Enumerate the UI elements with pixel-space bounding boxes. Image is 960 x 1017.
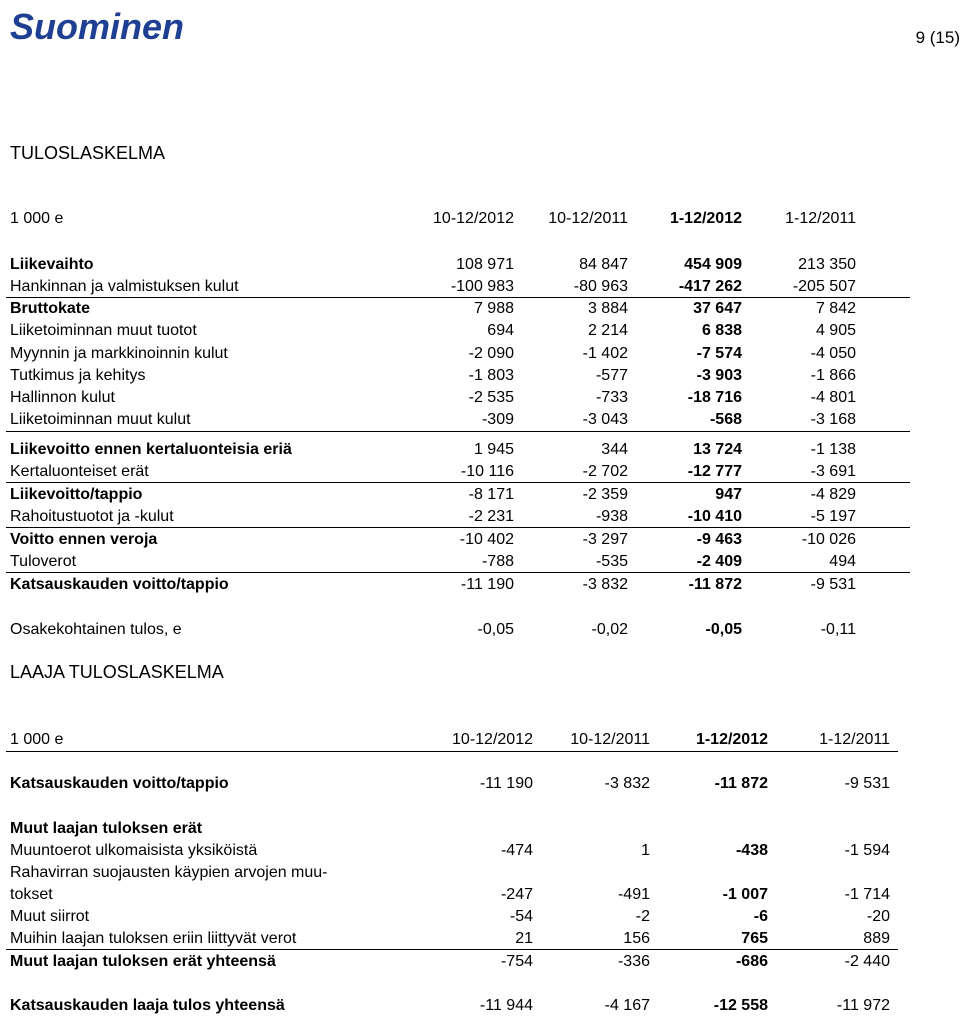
cell: -8 171	[468, 486, 514, 503]
cell: -11 190	[479, 775, 533, 792]
cell: -10 026	[801, 531, 856, 548]
page-number: 9 (15)	[915, 28, 960, 47]
row-label: Muut laajan tuloksen erät yhteensä	[10, 953, 276, 970]
row-label: Muihin laajan tuloksen eriin liittyvät verot	[10, 930, 297, 947]
cell: -9 531	[844, 775, 890, 792]
cell: -247	[500, 886, 533, 903]
column-header: 10-12/2011	[570, 731, 650, 748]
cell: -4 829	[810, 486, 856, 503]
cell: -1 803	[468, 367, 514, 384]
row-label: Hallinnon kulut	[10, 389, 115, 406]
table-row	[0, 906, 900, 928]
row-label: Tutkimus ja kehitys	[10, 367, 146, 384]
cell: -438	[735, 842, 768, 859]
cell: 4 905	[815, 322, 856, 339]
row-label: Kertaluonteiset erät	[10, 463, 149, 480]
cell: 213 350	[798, 256, 856, 273]
row-label: tokset	[10, 886, 53, 903]
cell: -11 872	[688, 576, 742, 593]
table-row	[0, 574, 910, 596]
cell: -4 167	[604, 997, 650, 1014]
column-header: 10-12/2012	[433, 210, 514, 227]
cell: -5 197	[810, 508, 856, 525]
table-row	[0, 619, 910, 641]
cell: -205 507	[792, 278, 856, 295]
column-header: 1-12/2011	[785, 210, 856, 227]
cell: -1 866	[810, 367, 856, 384]
cell: 1	[641, 842, 650, 859]
table-row	[0, 439, 910, 461]
cell: 2 214	[587, 322, 628, 339]
table-row	[0, 484, 910, 506]
table-row	[0, 862, 900, 884]
column-header: 1-12/2011	[819, 731, 890, 748]
svg-text:Suominen: Suominen	[10, 6, 185, 47]
cell: -309	[481, 411, 514, 428]
row-label: Tuloverot	[10, 553, 77, 570]
cell: 7 988	[473, 300, 514, 317]
cell: -7 574	[696, 345, 742, 362]
cell: -336	[617, 953, 650, 970]
unit-label: 1 000 e	[10, 210, 64, 227]
table-row	[0, 928, 900, 950]
cell: -11 972	[836, 997, 890, 1014]
cell: 344	[601, 441, 628, 458]
cell: -10 410	[687, 508, 742, 525]
table-row	[0, 840, 900, 862]
section-label: Muut laajan tuloksen erät	[10, 820, 203, 837]
column-header: 10-12/2011	[548, 210, 628, 227]
cell: 37 647	[693, 300, 742, 317]
column-header: 10-12/2012	[452, 731, 533, 748]
cell: 1 945	[473, 441, 514, 458]
table-row	[0, 884, 900, 906]
cell: -10 116	[460, 463, 514, 480]
cell: -54	[509, 908, 533, 925]
row-label: Osakekohtainen tulos, e	[10, 621, 182, 638]
divider	[6, 482, 910, 483]
cell: -417 262	[678, 278, 742, 295]
row-label: Muuntoerot ulkomaisista yksiköistä	[10, 842, 258, 859]
row-label: Bruttokate	[10, 300, 91, 317]
cell: -0,05	[477, 621, 514, 638]
cell: 156	[623, 930, 650, 947]
row-label: Liikevaihto	[10, 256, 94, 273]
cell: -2 409	[696, 553, 742, 570]
divider	[6, 527, 910, 528]
row-label: Liiketoiminnan muut tuotot	[10, 322, 197, 339]
table-row	[0, 506, 910, 528]
cell: -0,05	[705, 621, 742, 638]
cell: -491	[617, 886, 650, 903]
cell: -2 231	[468, 508, 514, 525]
cell: -20	[866, 908, 890, 925]
table-row	[0, 320, 910, 342]
table-row	[0, 298, 910, 320]
row-label: Rahoitustuotot ja -kulut	[10, 508, 174, 525]
row-label: Liikevoitto ennen kertaluonteisia eriä	[10, 441, 292, 458]
cell: -9 463	[696, 531, 742, 548]
row-label: Rahavirran suojausten käypien arvojen muu-	[10, 864, 328, 881]
row-label: Muut siirrot	[10, 908, 90, 925]
cell: -3 832	[582, 576, 628, 593]
cell: -18 716	[687, 389, 742, 406]
cell: -4 801	[810, 389, 856, 406]
comprehensive-income-title: LAAJA TULOSLASKELMA	[10, 662, 224, 682]
cell: 454 909	[684, 256, 742, 273]
cell: 108 971	[456, 256, 514, 273]
cell: -0,02	[591, 621, 628, 638]
table-row	[0, 995, 900, 1017]
cell: 947	[715, 486, 742, 503]
row-label: Liikevoitto/tappio	[10, 486, 143, 503]
row-label: Voitto ennen veroja	[10, 531, 158, 548]
cell: -2 090	[468, 345, 514, 362]
table-header-row	[0, 208, 910, 230]
cell: 21	[515, 930, 533, 947]
divider	[6, 572, 910, 573]
cell: -9 531	[810, 576, 856, 593]
cell: -3 832	[604, 775, 650, 792]
cell: -1 138	[810, 441, 856, 458]
cell: -3 903	[696, 367, 742, 384]
cell: -6	[753, 908, 768, 925]
cell: 765	[741, 930, 768, 947]
cell: -3 691	[810, 463, 856, 480]
cell: -3 168	[810, 411, 856, 428]
cell: -2 535	[468, 389, 514, 406]
cell: -474	[500, 842, 533, 859]
row-label: Katsauskauden laaja tulos yhteensä	[10, 997, 285, 1014]
table-row	[0, 276, 910, 298]
cell: -3 043	[582, 411, 628, 428]
cell: -3 297	[582, 531, 628, 548]
column-header: 1-12/2012	[695, 731, 768, 748]
divider	[6, 949, 898, 950]
cell: -11 872	[714, 775, 768, 792]
table-header-row	[0, 729, 900, 751]
row-label: Katsauskauden voitto/tappio	[10, 775, 229, 792]
cell: 13 724	[693, 441, 742, 458]
income-statement-title: TULOSLASKELMA	[10, 143, 166, 163]
divider	[6, 431, 910, 432]
table-row	[0, 409, 910, 431]
cell: -1 594	[844, 842, 890, 859]
cell: -1 714	[844, 886, 890, 903]
table-row	[0, 254, 910, 276]
cell: -11 190	[460, 576, 514, 593]
cell: 7 842	[815, 300, 856, 317]
table-row	[0, 343, 910, 365]
cell: -733	[595, 389, 628, 406]
cell: 6 838	[701, 322, 742, 339]
column-header: 1-12/2012	[669, 210, 742, 227]
cell: -100 983	[450, 278, 514, 295]
cell: -686	[735, 953, 768, 970]
cell: 494	[829, 553, 856, 570]
unit-label: 1 000 e	[10, 731, 64, 748]
cell: -0,11	[820, 621, 856, 638]
cell: -4 050	[810, 345, 856, 362]
cell: 694	[487, 322, 514, 339]
table-row	[0, 365, 910, 387]
cell: -568	[709, 411, 742, 428]
cell: -80 963	[573, 278, 628, 295]
company-logo	[8, 6, 298, 52]
cell: 3 884	[587, 300, 628, 317]
cell: -577	[595, 367, 628, 384]
cell: 84 847	[579, 256, 628, 273]
row-label: Hankinnan ja valmistuksen kulut	[10, 278, 239, 295]
cell: -788	[481, 553, 514, 570]
row-label: Liiketoiminnan muut kulut	[10, 411, 191, 428]
table-row	[0, 461, 910, 483]
cell: -938	[595, 508, 628, 525]
divider	[6, 751, 898, 752]
table-row	[0, 951, 900, 973]
cell: -1 007	[722, 886, 768, 903]
cell: 889	[863, 930, 890, 947]
cell: -12 558	[713, 997, 768, 1014]
cell: -12 777	[687, 463, 742, 480]
cell: -2	[635, 908, 650, 925]
cell: -535	[595, 553, 628, 570]
cell: -754	[500, 953, 533, 970]
cell: -11 944	[479, 997, 533, 1014]
cell: -10 402	[459, 531, 514, 548]
row-label: Katsauskauden voitto/tappio	[10, 576, 229, 593]
cell: -1 402	[582, 345, 628, 362]
table-row	[0, 551, 910, 573]
cell: -2 440	[844, 953, 890, 970]
table-row	[0, 529, 910, 551]
table-row	[0, 773, 900, 795]
table-row	[0, 818, 900, 840]
table-row	[0, 387, 910, 409]
row-label: Myynnin ja markkinoinnin kulut	[10, 345, 228, 362]
cell: -2 359	[582, 486, 628, 503]
cell: -2 702	[582, 463, 628, 480]
